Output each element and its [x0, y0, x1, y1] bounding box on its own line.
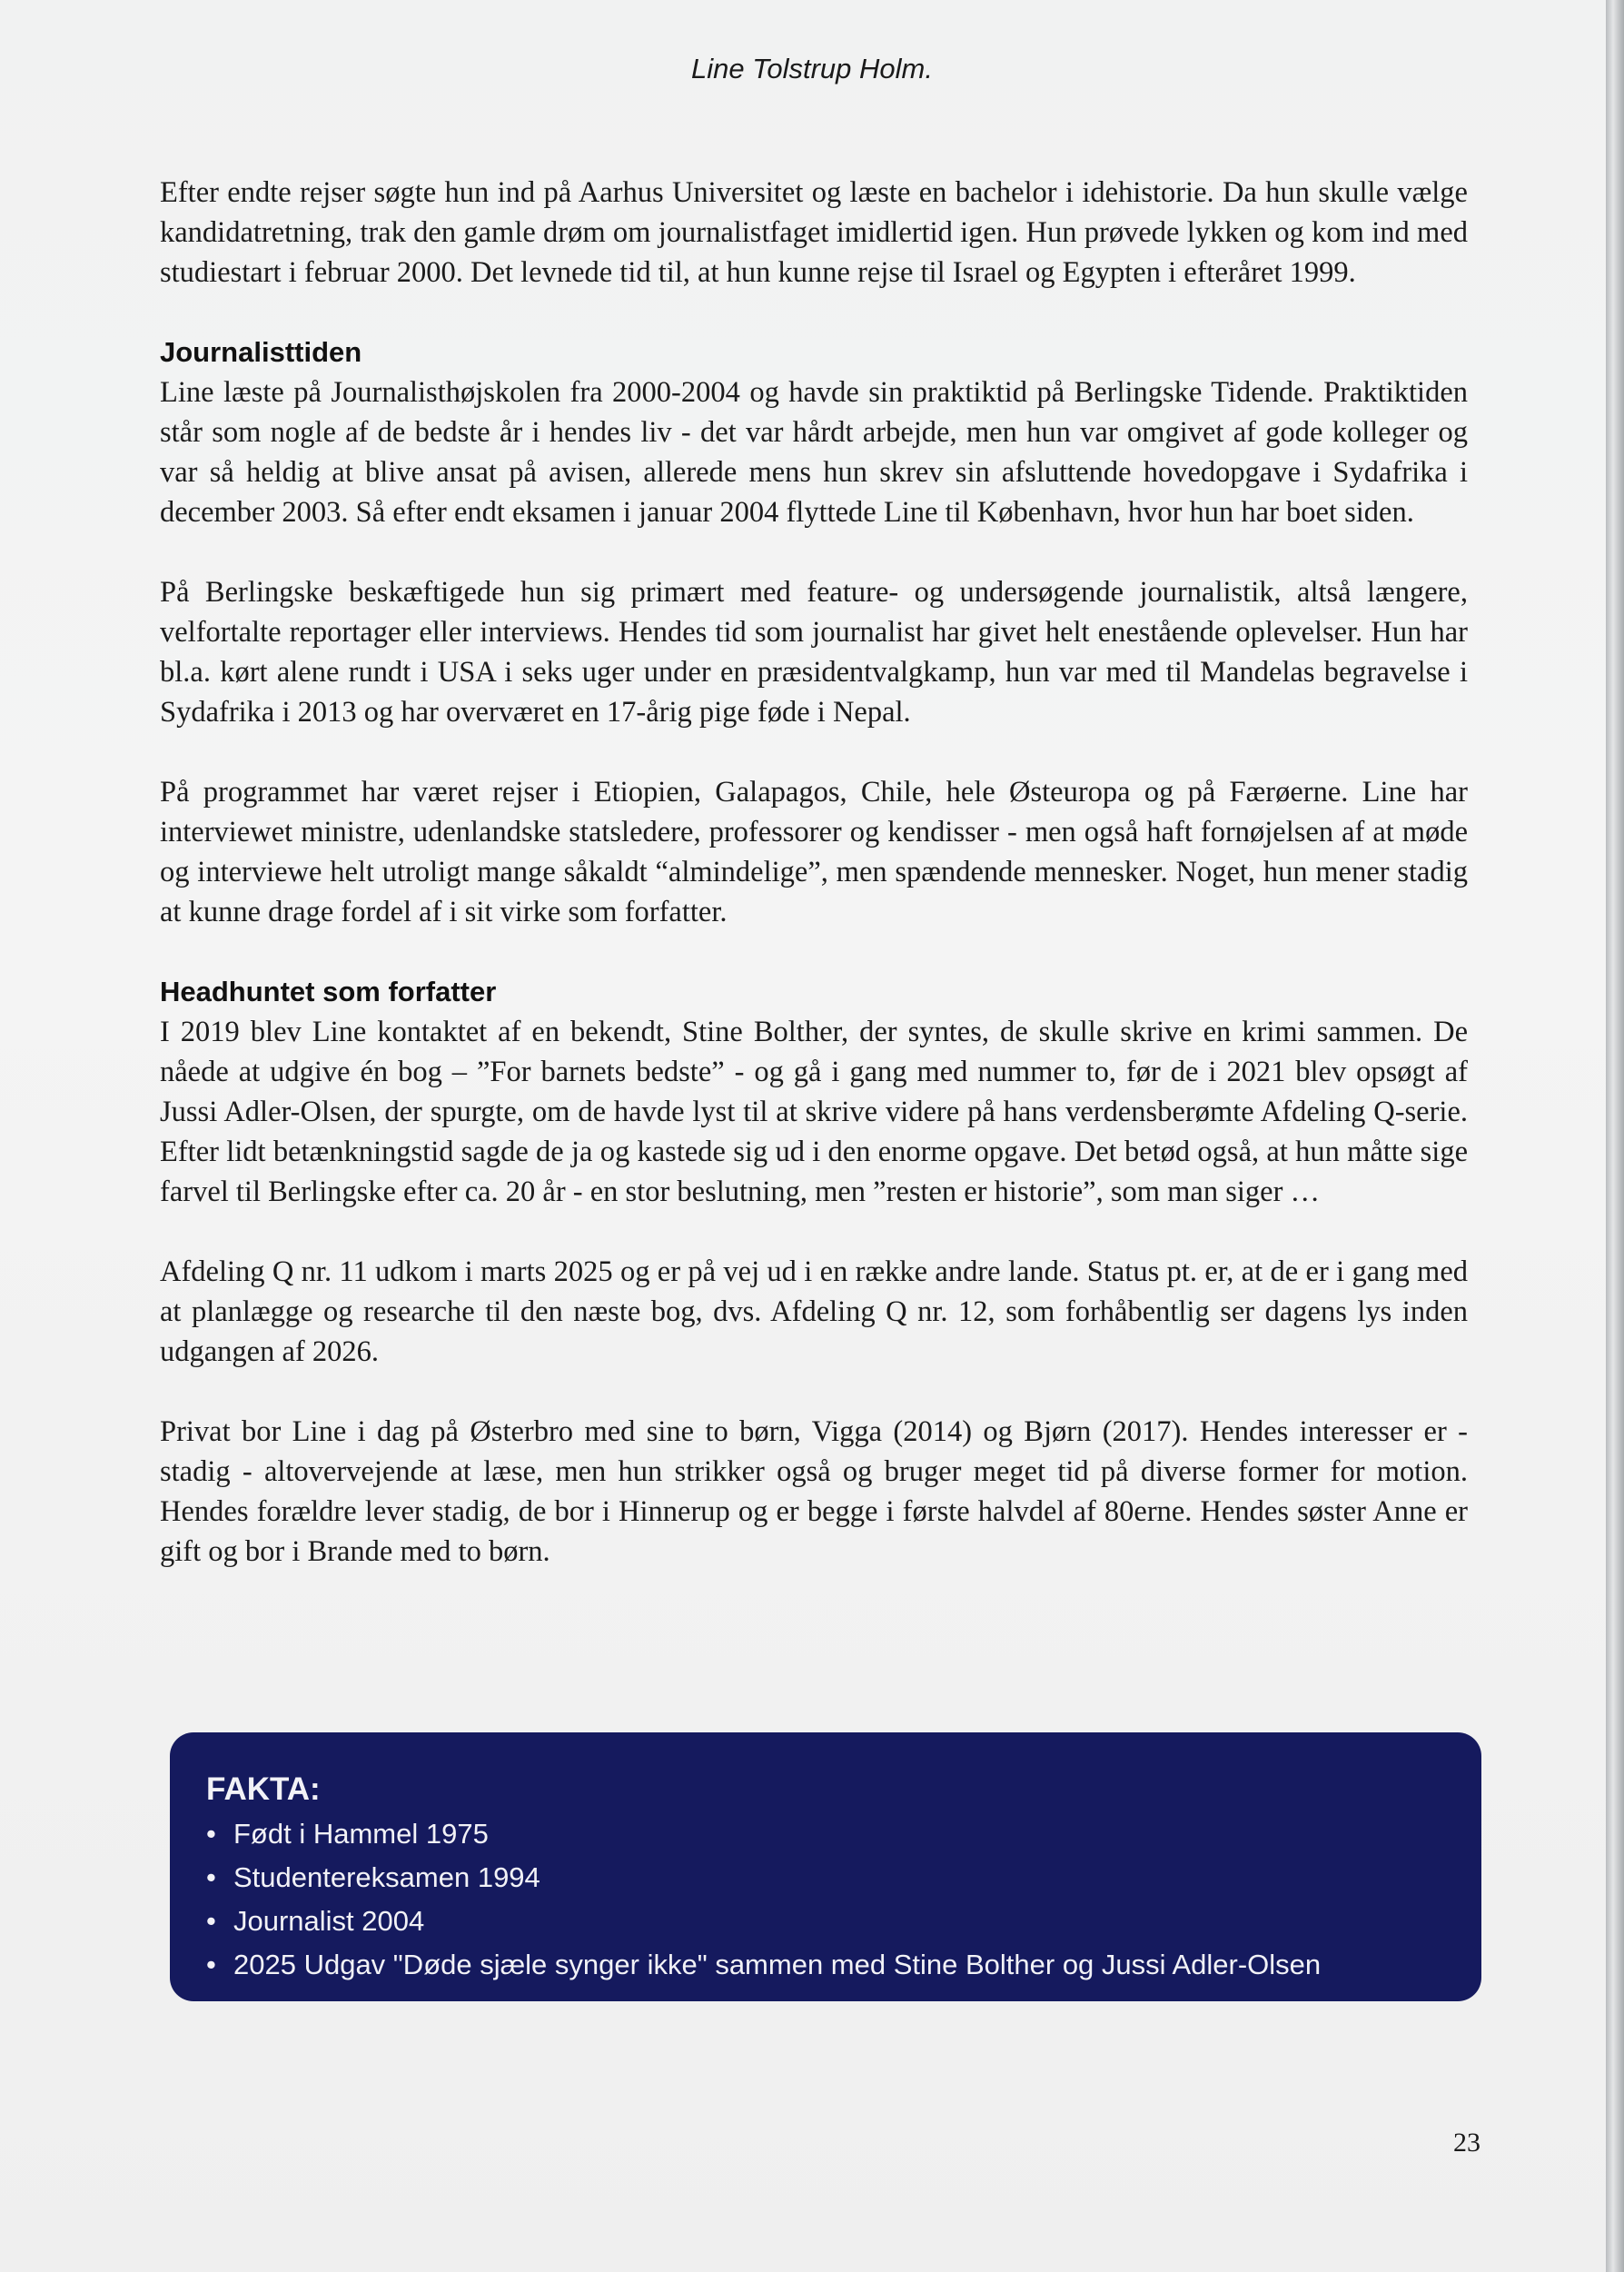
paragraph-headhuntet-3: Privat bor Line i dag på Østerbro med sine to børn, Vigga (2014) og Bjørn (2017). Hendes interesser er - stadig - altovervejende at læse, men hun strikker også og bruger meget tid på diverse former for motion. Hendes forældre lever stadig, de bor i Hinnerup og er begge i første halvdel af 80erne. Hendes søster Anne er gift og bor i Brande med to børn. — [160, 1415, 1468, 1568]
fakta-item: • 2025 Udgav "Døde sjæle synger ikke" sammen med Stine Bolther og Jussi Adler-Olsen — [206, 1943, 1445, 1987]
page-number: 23 — [1453, 2128, 1480, 2158]
paragraph-headhuntet-2: Afdeling Q nr. 11 udkom i marts 2025 og er på vej ud i en række andre lande. Status pt. er, at de er i gang med at planlægge og researche til den næste bog, dvs. Afdeling Q nr. 12, som forhåbentlig ser dagens lys inden udgangen af 2026. — [160, 1255, 1468, 1368]
paragraph-journalisttiden-3: På programmet har været rejser i Etiopien, Galapagos, Chile, hele Østeuropa og på Færøerne. Line har interviewet ministre, udenlandske statsledere, professorer og kendisser - men også haft fornøjelsen af at møde og interviewe helt utroligt mange såkaldt “almindelige”, men spændende mennesker. Noget, hun mener stadig at kunne drage fordel af i sit virke som forfatter. — [160, 776, 1468, 928]
fakta-item: • Journalist 2004 — [206, 1900, 1445, 1943]
paragraph-journalisttiden-2: På Berlingske beskæftigede hun sig primært med feature- og undersøgende journalistik, altså længere, velfortalte reportager eller interviews. Hendes tid som journalist har givet helt enestående oplevelser. Hun har bl.a. kørt alene rundt i USA i seks uger under en præsidentvalgkamp, hun var med til Mandelas begravelse i Sydafrika i 2013 og har overværet en 17-årig pige føde i Nepal. — [160, 576, 1468, 729]
paragraph-journalisttiden-1: Line læste på Journalisthøjskolen fra 2000-2004 og havde sin praktiktid på Berlingske Tidende. Praktiktiden står som nogle af de bedste år i hendes liv - det var hårdt arbejde, men hun var omgivet af gode kolleger og var så heldig at blive ansat på avisen, allerede mens hun skrev sin afsluttende hovedopgave i Sydafrika i december 2003. Så efter endt eksamen i januar 2004 flyttede Line til København, hvor hun har boet siden. — [160, 376, 1468, 529]
fakta-box — [170, 1732, 1481, 2001]
fakta-title: FAKTA: — [206, 1771, 321, 1807]
fakta-item: • Studentereksamen 1994 — [206, 1856, 1445, 1900]
heading-headhuntet: Headhuntet som forfatter — [160, 976, 497, 1007]
article-body — [160, 173, 1468, 1612]
heading-journalisttiden: Journalisttiden — [160, 336, 362, 368]
running-header: Line Tolstrup Holm. — [691, 53, 933, 84]
paragraph-headhuntet-1: I 2019 blev Line kontaktet af en bekendt, Stine Bolther, der syntes, de skulle skrive en krimi sammen. De nåede at udgive én bog – ”For barnets bedste” - og gå i gang med nummer to, før de i 2021 blev opsøgt af Jussi Adler-Olsen, der spurgte, om de havde lyst til at skrive videre på hans verdensberømte Afdeling Q-serie. Efter lidt betænkningstid sagde de ja og kastede sig ud i den enorme opgave. Det betød også, at hun måtte sige farvel til Berlingske efter ca. 20 år - en stor beslutning, men ”resten er historie”, som man siger … — [160, 1016, 1468, 1208]
intro-paragraph: Efter endte rejser søgte hun ind på Aarhus Universitet og læste en bachelor i idehistorie. Da hun skulle vælge kandidatretning, trak den gamle drøm om journalistfaget imidlertid igen. Hun prøvede lykken og kom ind med studiestart i februar 2000. Det levnede tid til, at hun kunne rejse til Israel og Egypten i efteråret 1999. — [160, 176, 1468, 289]
fakta-item: • Født i Hammel 1975 — [206, 1812, 1445, 1856]
fakta-list — [206, 1812, 1445, 1987]
page-edge-shadow — [1606, 0, 1624, 2272]
